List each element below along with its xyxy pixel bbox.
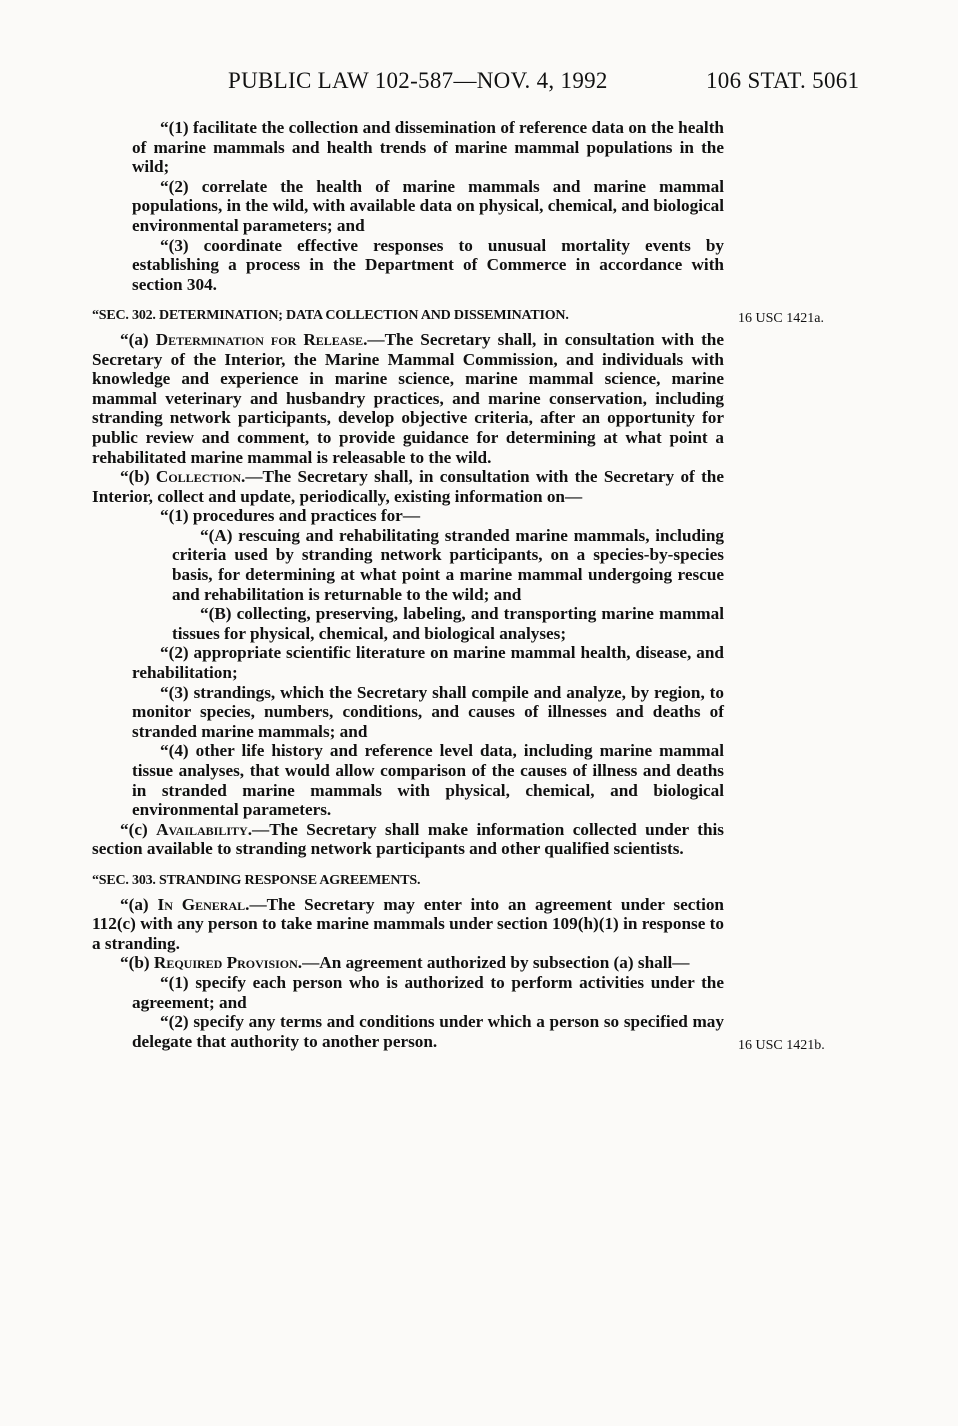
subparagraph-b-1-B: “(B) collecting, preserving, labeling, and transporting marine mammal tissues for physical, chemical, and biological analyses; <box>172 604 724 643</box>
running-header-page-number: 106 STAT. 5061 <box>706 68 860 93</box>
subsection-302-c <box>92 820 724 859</box>
paragraph-item-3: “(3) coordinate effective responses to unusual mortality events by establishing a process in the Department of Commerce in accordance with section 304. <box>132 235 724 294</box>
subsection-label: “(a) <box>120 894 158 914</box>
subsection-heading: Availability. <box>156 819 252 839</box>
section-303-heading: “SEC. 303. STRANDING RESPONSE AGREEMENTS. <box>92 872 421 888</box>
margin-note-usc-1421b: 16 USC 1421b. <box>738 1038 825 1053</box>
paragraph-b-3: “(3) strandings, which the Secretary shall compile and analyze, by region, to monitor species, numbers, conditions, and causes of illnesses and deaths of stranded marine mammals; and <box>132 682 724 741</box>
subsection-heading: Required Provision. <box>153 953 303 973</box>
subsection-302-b <box>92 467 724 506</box>
running-header-title: PUBLIC LAW 102-587—NOV. 4, 1992 <box>228 68 608 93</box>
paragraph-b-2: “(2) appropriate scientific literature on marine mammal health, disease, and rehabilitation; <box>132 643 724 683</box>
subsection-303-b <box>92 953 724 973</box>
subsection-text: —An agreement authorized by subsection (a) shall— <box>302 953 690 973</box>
paragraph-item-1: “(1) facilitate the collection and dissemination of reference data on the health of marine mammals and health trends of marine mammal populations in the wild; <box>132 118 724 177</box>
document-body <box>92 118 724 1051</box>
subsection-text: —The Secretary shall make information collected under this section available to stranding network participants and other qualified scientists. <box>92 819 724 859</box>
subsection-303-a <box>92 895 724 954</box>
section-302-heading: “SEC. 302. DETERMINATION; DATA COLLECTION AND DISSEMINATION. <box>92 308 569 324</box>
subsection-heading: In General. <box>157 894 250 914</box>
subsection-heading: Collection. <box>155 467 246 487</box>
subparagraph-b-1-A: “(A) rescuing and rehabilitating stranded marine mammals, including criteria used by stranding network participants, on a species-by-species basis, for determining at what point a marine mammal undergoing rescue and rehabilitation is returnable to the wild; and <box>172 525 724 604</box>
subsection-label: “(a) <box>120 329 156 349</box>
paragraph-b-1: “(1) procedures and practices for— <box>160 506 421 526</box>
paragraph-b-4: “(4) other life history and reference level data, including marine mammal tissue analyses, that would allow comparison of the causes of illness and deaths in stranded marine mammals with physical, chemical, and biological environmental parameters. <box>132 741 724 820</box>
subsection-text: —The Secretary may enter into an agreement under section 112(c) with any person to take marine mammals under section 109(h)(1) in response to a stranding. <box>92 894 724 953</box>
paragraph-303-b-2: “(2) specify any terms and conditions under which a person so specified may delegate that authority to another person. <box>132 1012 724 1051</box>
paragraph-item-2: “(2) correlate the health of marine mammals and marine mammal populations, in the wild, with available data on physical, chemical, and biological environmental parameters; and <box>132 176 724 235</box>
subsection-label: “(b) <box>120 467 156 487</box>
subsection-302-a <box>92 330 724 467</box>
subsection-text: —The Secretary shall, in consultation with the Secretary of the Interior, the Marine Mammal Commission, and individuals with knowledge and experience in marine science, marine mammal science, marine mammal veterinary and husbandry practices, and marine conservation, including stranding network participants, develop objective criteria, after an opportunity for public review and comment, to provide guidance for determining at what point a rehabilitated marine mammal is releasable to the wild. <box>92 329 724 467</box>
subsection-label: “(c) <box>120 819 157 839</box>
subsection-text: —The Secretary shall, in consultation with the Secretary of the Interior, collect and update, periodically, existing information on— <box>92 467 724 506</box>
subsection-heading: Determination for Release. <box>155 329 368 349</box>
paragraph-303-b-1: “(1) specify each person who is authorized to perform activities under the agreement; and <box>132 972 724 1012</box>
subsection-label: “(b) <box>120 953 154 973</box>
margin-note-usc-1421a: 16 USC 1421a. <box>738 311 824 326</box>
